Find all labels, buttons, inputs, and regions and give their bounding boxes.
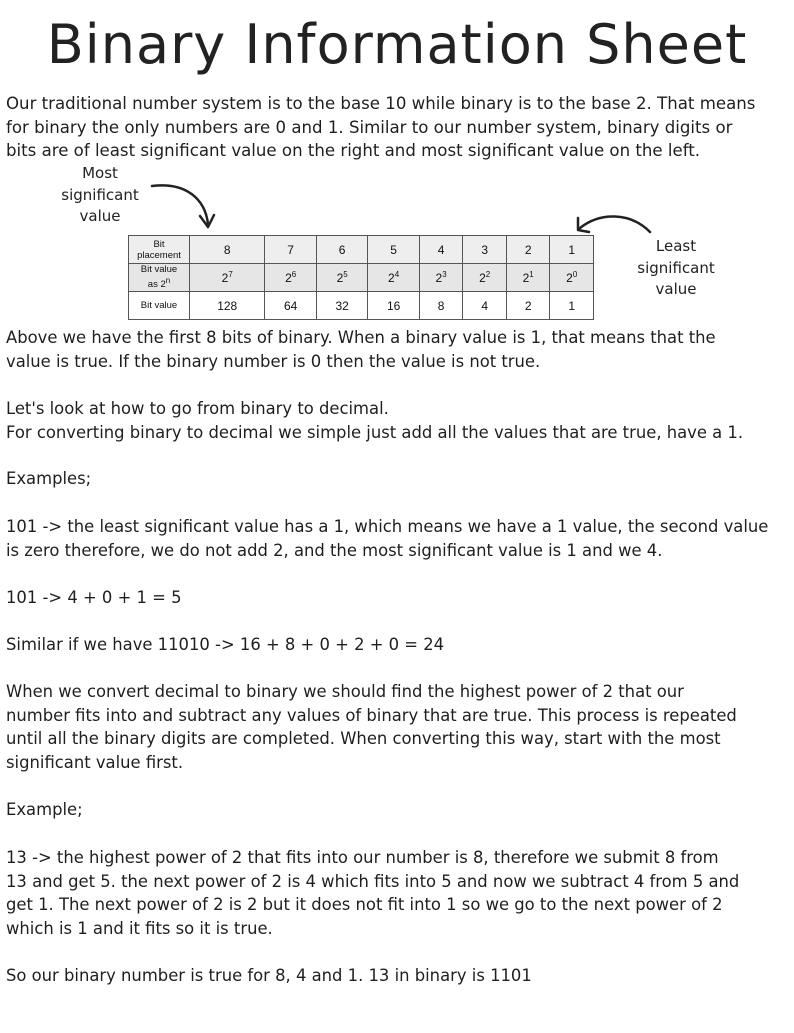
examples-heading: Examples; — [6, 469, 92, 488]
table-cell: 4 — [463, 292, 507, 320]
table-cell: 2 — [506, 236, 550, 264]
table-cell: 4 — [419, 236, 463, 264]
intro-line: Our traditional number system is to the base 10 while binary is to the base 2. That means — [6, 94, 756, 113]
example-101-paragraph: 101 -> the least significant value has a 1, which means we have a 1 value, the second value is zero therefore, we do not add 2, and the most significant value is 1 and we 4. — [6, 517, 769, 560]
table-cell: 5 — [368, 236, 419, 264]
example-13-paragraph: 13 -> the highest power of 2 that fits into our number is 8, therefore we submit 8 from 13 and get 5. the next power of 2 is 4 which fits into 5 and now we subtract 4 from 5 and get 1. The next power of 2 is 2 but it does not fit into 1 so we go to the next power of 2 which is 1 and it fits so it is true. — [6, 848, 740, 938]
table-cell: 7 — [265, 236, 316, 264]
table-cell: 3 — [463, 236, 507, 264]
table-cell: $2^1$ — [506, 264, 550, 292]
table-row — [129, 264, 594, 292]
table-cell: 2 — [506, 292, 550, 320]
example-11010-calculation: Similar if we have 11010 -> 16 + 8 + 0 + 2 + 0 = 24 — [6, 635, 445, 654]
table-cell: 1 — [550, 292, 594, 320]
most-significant-label: Most significant value — [61, 164, 139, 225]
table-cell: $2^5$ — [316, 264, 367, 292]
decimal-to-binary-paragraph: When we convert decimal to binary we should find the highest power of 2 that our number fits into and subtract any values of binary that are true. This process is repeated until all the binary digits are completed. When converting this way, start with the most significant value first. — [6, 682, 737, 772]
intro-line: bits are of least significant value on the right and most significant value on the left. — [6, 141, 701, 160]
table-cell: $2^6$ — [265, 264, 316, 292]
arrow-to-most-significant-icon — [150, 180, 220, 240]
table-cell: $2^3$ — [419, 264, 463, 292]
row-header-power: Bit value as 2$^n$ — [129, 264, 190, 292]
table-cell: 6 — [316, 236, 367, 264]
table-row — [129, 236, 594, 264]
table-cell: $2^4$ — [368, 264, 419, 292]
row-header-placement: Bit placement — [129, 236, 190, 264]
page-title: Binary Information Sheet — [46, 13, 748, 76]
table-cell: 16 — [368, 292, 419, 320]
example-heading: Example; — [6, 800, 83, 819]
table-row — [129, 292, 594, 320]
table-cell: 8 — [419, 292, 463, 320]
conclusion-paragraph: So our binary number is true for 8, 4 and 1. 13 in binary is 1101 — [6, 966, 532, 985]
example-101-calculation: 101 -> 4 + 0 + 1 = 5 — [6, 588, 182, 607]
table-cell: $2^2$ — [463, 264, 507, 292]
table-cell: 64 — [265, 292, 316, 320]
row-header-value: Bit value — [129, 292, 190, 320]
table-cell: 32 — [316, 292, 367, 320]
binary-to-decimal-paragraph: Let's look at how to go from binary to decimal. For converting binary to decimal we simple just add all the values that are true, have a 1. — [6, 399, 744, 442]
intro-line: for binary the only numbers are 0 and 1. Similar to our number system, binary digits or — [6, 117, 733, 137]
table-cell: 128 — [190, 292, 265, 320]
table-cell: $2^7$ — [190, 264, 265, 292]
table-cell: $2^0$ — [550, 264, 594, 292]
bit-table — [128, 235, 594, 320]
intro-paragraph — [6, 92, 790, 163]
least-significant-label: Least significant value — [637, 237, 715, 298]
table-cell: 1 — [550, 236, 594, 264]
bits-explanation-paragraph: Above we have the first 8 bits of binary. When a binary value is 1, that means that the value is true. If the binary number is 0 then the value is not true. — [6, 328, 716, 371]
table-cell: 8 — [190, 236, 265, 264]
